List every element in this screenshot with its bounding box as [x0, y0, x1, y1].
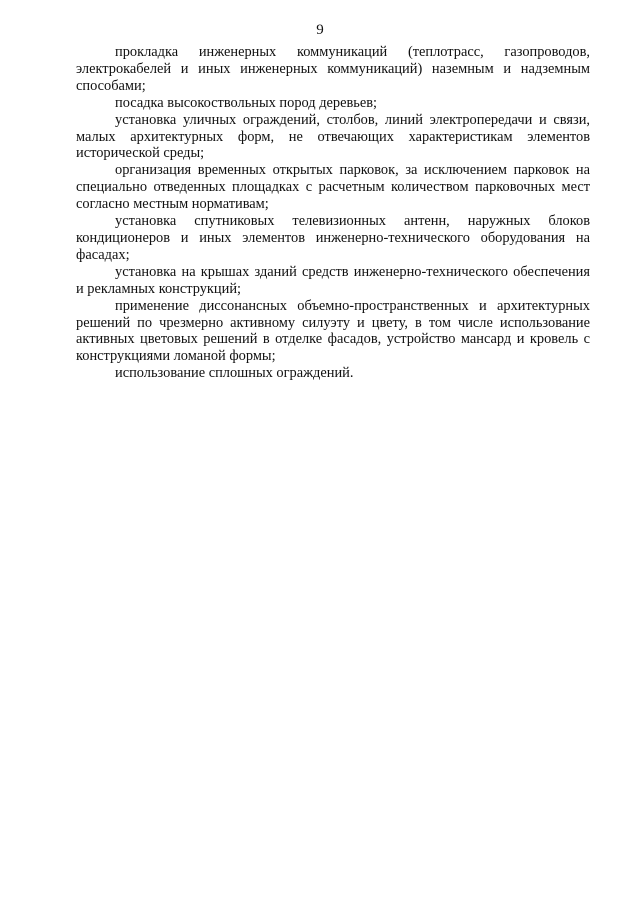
list-item-fences-poles: установка уличных ограждений, столбов, линий электропередачи и связи, малых архитектурных форм, не отвечающих характеристикам элементов исторической среды; — [76, 111, 590, 162]
list-item-antennas: установка спутниковых телевизионных антенн, наружных блоков кондиционеров и иных элементов инженерно-технического оборудования на фасадах; — [76, 213, 590, 263]
document-body — [76, 44, 590, 382]
list-item-roof-equipment: установка на крышах зданий средств инженерно-технического обеспечения и рекламных конструкций; — [76, 263, 590, 297]
list-item-trees: посадка высокоствольных пород деревьев; — [115, 94, 378, 111]
list-item-dissonant-solutions: применение диссонансных объемно-пространственных и архитектурных решений по чрезмерно активному силуэту и цвету, в том числе использование активных цветовых решений в отделке фасадов, устройство мансард и кровель с конструкциями ломаной формы; — [76, 297, 590, 365]
list-item-solid-fences: использование сплошных ограждений. — [115, 365, 354, 382]
list-item-utilities: прокладка инженерных коммуникаций (теплотрасс, газопроводов, электрокабелей и иных инженерных коммуникаций) наземным и надземным способами; — [76, 44, 590, 94]
page-number: 9 — [316, 22, 324, 38]
list-item-parking: организация временных открытых парковок, за исключением парковок на специально отведенных площадках с расчетным количеством парковочных мест согласно местным нормативам; — [76, 162, 590, 213]
